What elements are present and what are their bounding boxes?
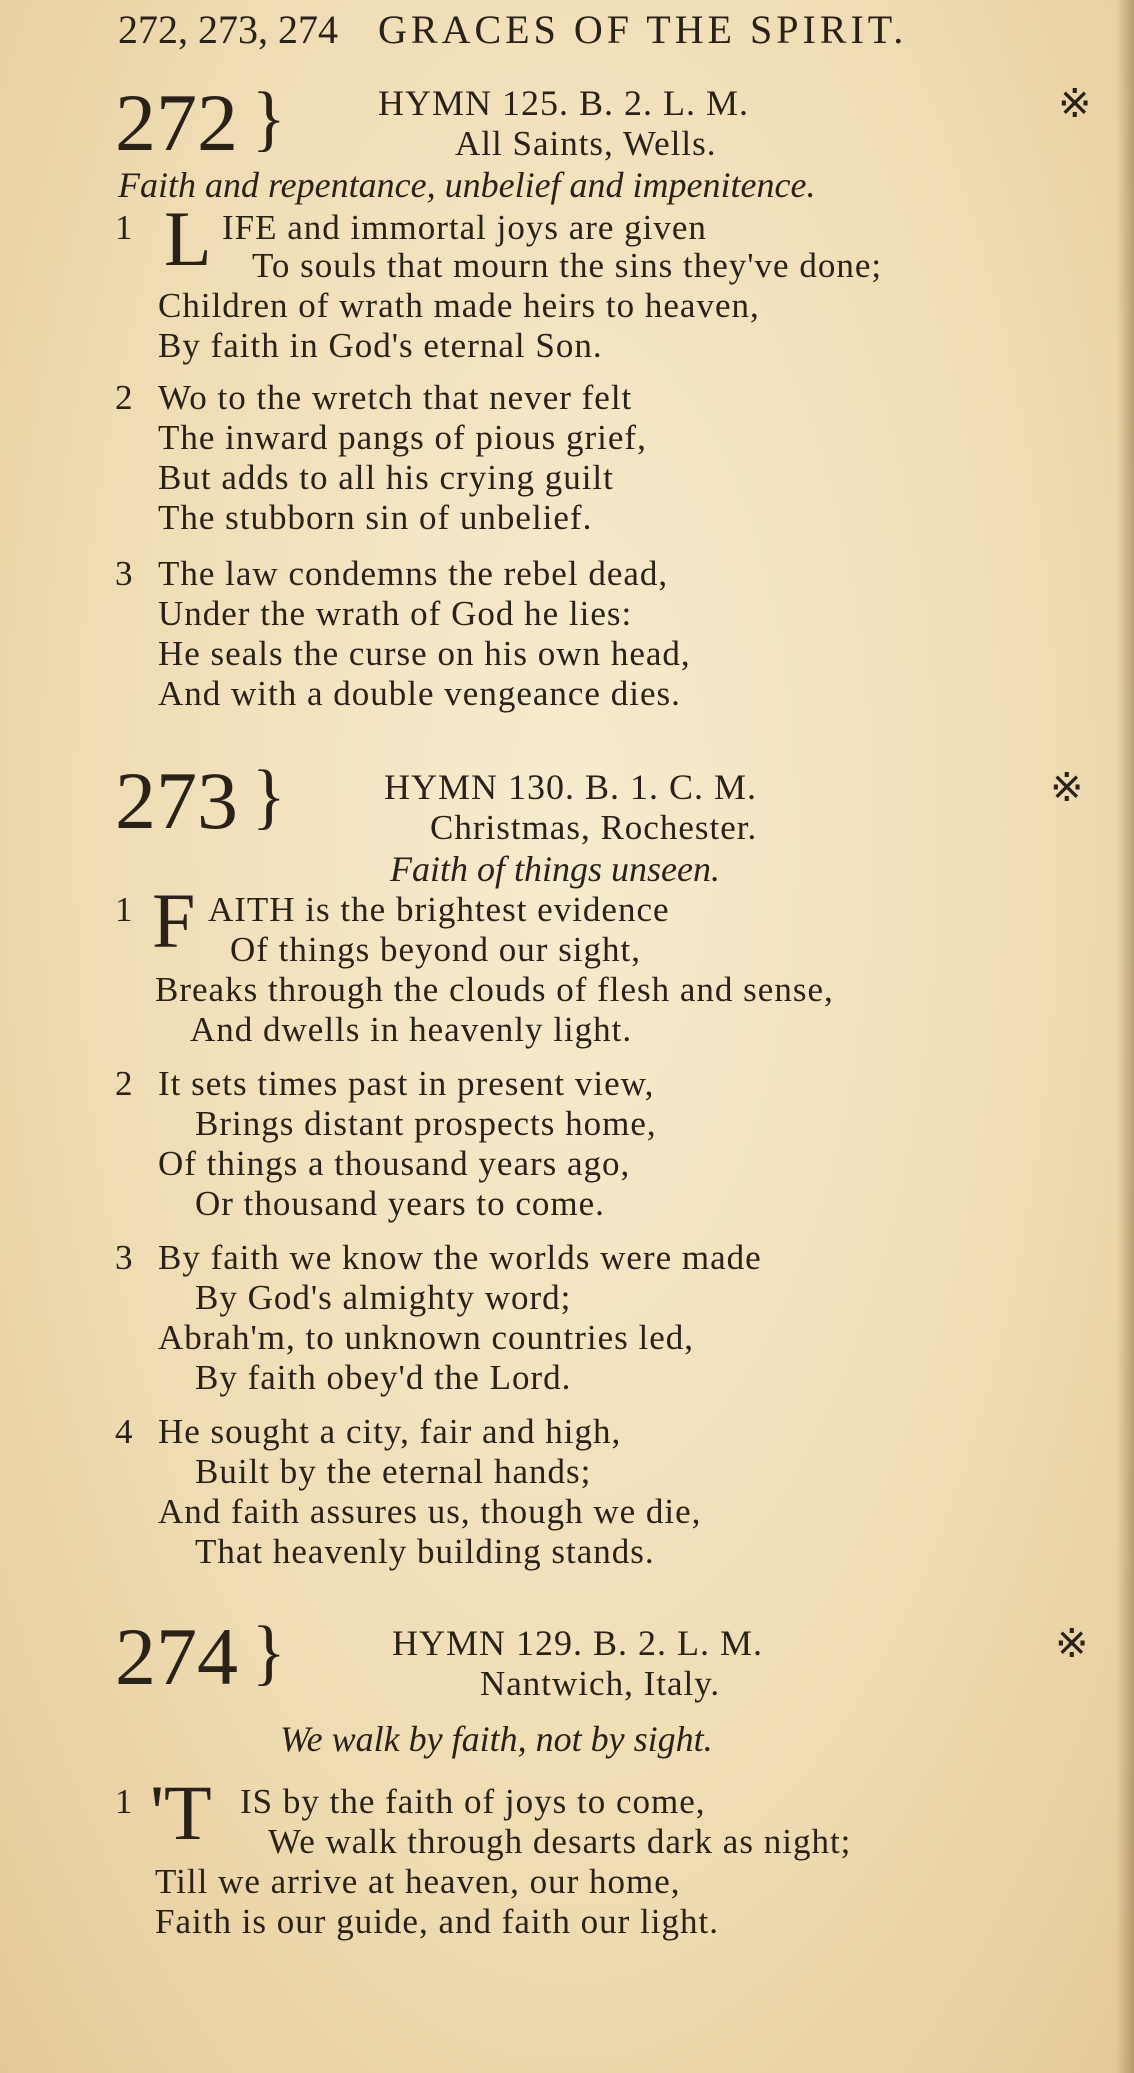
hymn-number: 273 (115, 755, 238, 846)
ornament-icon: ※ (1050, 765, 1084, 810)
ornament-icon: ※ (1055, 1621, 1089, 1666)
tune-names: All Saints, Wells. (455, 124, 717, 163)
verse-line: He sought a city, fair and high, (158, 1412, 622, 1451)
verse-line: The law condemns the rebel dead, (158, 554, 669, 593)
verse-number: 1 (115, 208, 133, 247)
verse-line: Wo to the wretch that never felt (158, 378, 633, 417)
verse-line: And faith assures us, though we die, (158, 1492, 702, 1531)
hymn-number: 272 (115, 77, 238, 168)
verse-line: To souls that mourn the sins they've done; (252, 246, 883, 285)
verse-line: By faith obey'd the Lord. (195, 1358, 572, 1397)
drop-cap: L (164, 195, 212, 282)
verse-number: 3 (115, 554, 133, 593)
running-head (118, 6, 1038, 53)
verse-line: AITH is the brightest evidence (208, 890, 670, 929)
verse-line: And dwells in heavenly light. (190, 1010, 633, 1049)
verse-line: Breaks through the clouds of flesh and sense, (155, 970, 834, 1009)
section-title: GRACES OF THE SPIRIT. (378, 7, 908, 52)
verse-number: 2 (115, 1064, 133, 1103)
verse-line: The stubborn sin of unbelief. (158, 498, 593, 537)
verse-line: Children of wrath made heirs to heaven, (158, 286, 760, 325)
hymn-header: HYMN 125. B. 2. L. M. (378, 83, 750, 123)
tune-names: Nantwich, Italy. (480, 1664, 721, 1703)
brace-symbol: } (252, 1612, 286, 1693)
verse-line: But adds to all his crying guilt (158, 458, 614, 497)
hymn-subject: Faith of things unseen. (390, 849, 720, 889)
verse-line: Till we arrive at heaven, our home, (155, 1862, 681, 1901)
verse-line: Of things beyond our sight, (230, 930, 642, 969)
drop-cap: 'T (150, 1769, 212, 1856)
hymn-header: HYMN 129. B. 2. L. M. (392, 1623, 764, 1663)
verse-line: Faith is our guide, and faith our light. (155, 1902, 719, 1941)
verse-line: IS by the faith of joys to come, (240, 1782, 706, 1821)
verse-number: 1 (115, 890, 133, 929)
hymn-subject: Faith and repentance, unbelief and impenitence. (118, 165, 816, 205)
verse-line: The inward pangs of pious grief, (158, 418, 647, 457)
verse-line: Brings distant prospects home, (195, 1104, 657, 1143)
tune-names: Christmas, Rochester. (430, 808, 758, 847)
verse-line: Under the wrath of God he lies: (158, 594, 633, 633)
verse-number: 4 (115, 1412, 133, 1451)
verse-line: Of things a thousand years ago, (158, 1144, 631, 1183)
verse-line: Or thousand years to come. (195, 1184, 605, 1223)
verse-line: Abrah'm, to unknown countries led, (158, 1318, 695, 1357)
verse-line: He seals the curse on his own head, (158, 634, 691, 673)
verse-number: 3 (115, 1238, 133, 1277)
verse-line: And with a double vengeance dies. (158, 674, 681, 713)
brace-symbol: } (252, 78, 286, 159)
verse-line: By faith we know the worlds were made (158, 1238, 762, 1277)
verse-line: By faith in God's eternal Son. (158, 326, 603, 365)
verse-line: IFE and immortal joys are given (222, 208, 707, 247)
drop-cap: F (152, 877, 196, 964)
hymn-number: 274 (115, 1611, 238, 1702)
hymn-header: HYMN 130. B. 1. C. M. (384, 767, 758, 807)
brace-symbol: } (252, 756, 286, 837)
verse-line: By God's almighty word; (195, 1278, 572, 1317)
verse-line: That heavenly building stands. (195, 1532, 655, 1571)
ornament-icon: ※ (1058, 81, 1092, 126)
verse-line: It sets times past in present view, (158, 1064, 655, 1103)
verse-number: 2 (115, 378, 133, 417)
verse-number: 1 (115, 1782, 133, 1821)
page-edge-shadow (1116, 0, 1134, 2073)
verse-line: We walk through desarts dark as night; (268, 1822, 852, 1861)
hymn-subject: We walk by faith, not by sight. (280, 1719, 713, 1759)
verse-line: Built by the eternal hands; (195, 1452, 592, 1491)
page-numbers: 272, 273, 274 (118, 7, 338, 52)
